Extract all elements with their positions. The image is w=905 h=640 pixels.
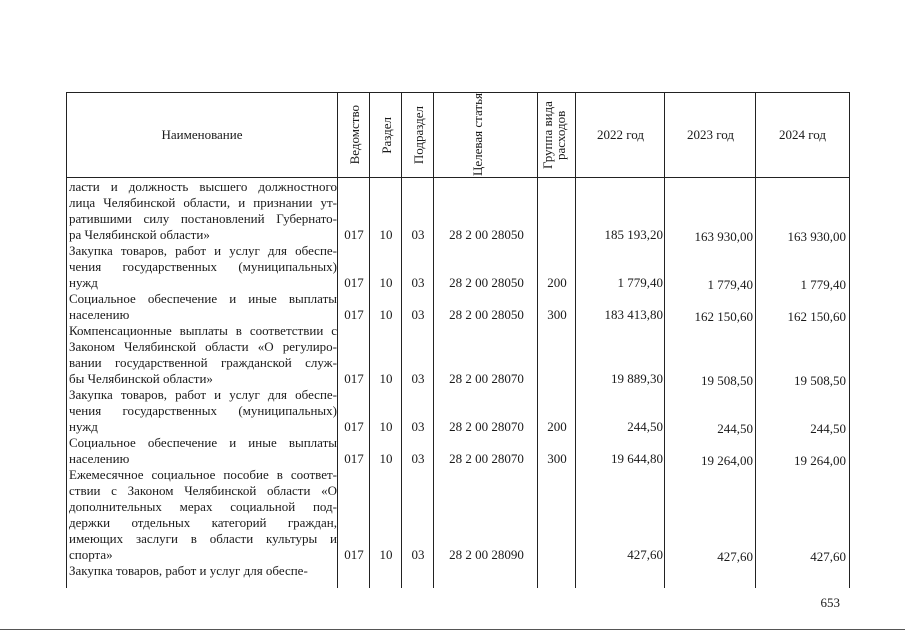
row-name-line: Закупка товаров, работ и услуг для обеспе- [69, 243, 337, 258]
table-row [67, 243, 849, 291]
celevaya-cell: 28 2 00 28070 [449, 451, 524, 466]
row-name-line: нужд [69, 419, 98, 434]
value-2023-cell: 1 779,40 [707, 277, 753, 292]
row-name [69, 435, 337, 467]
value-2024-cell: 19 264,00 [794, 453, 846, 468]
razdel-cell: 10 [379, 371, 393, 386]
table-row [67, 291, 849, 323]
value-2022-cell: 1 779,40 [617, 275, 663, 290]
value-2023-cell: 244,50 [717, 421, 753, 436]
row-name-line: имеющих заслуги в области культуры и [69, 531, 337, 546]
header-podrazdel-text: Подраздел [410, 105, 426, 165]
row-name-line: чения государственных (муниципальных) [69, 259, 337, 274]
header-2023-text: 2023 год [687, 127, 734, 142]
header-vedomstvo [338, 93, 370, 177]
celevaya-cell: 28 2 00 28050 [449, 227, 524, 242]
vedomstvo-cell: 017 [344, 451, 364, 466]
gruppa-cell: 300 [547, 307, 567, 322]
row-name-line: населению [69, 307, 130, 322]
celevaya-cell: 28 2 00 28090 [449, 547, 524, 562]
podrazdel-cell: 03 [411, 275, 425, 290]
value-2024-cell: 1 779,40 [800, 277, 846, 292]
row-name [69, 179, 337, 243]
row-name [69, 291, 337, 323]
row-name-line: ратившими силу постановлений Губернато- [69, 211, 337, 226]
celevaya-cell: 28 2 00 28070 [449, 419, 524, 434]
razdel-cell: 10 [379, 307, 393, 322]
table-row [67, 387, 849, 435]
row-name-line: Социальное обеспечение и иные выплаты [69, 435, 337, 450]
value-2022-cell: 19 644,80 [611, 451, 663, 466]
razdel-cell: 10 [379, 419, 393, 434]
celevaya-cell: 28 2 00 28050 [449, 275, 524, 290]
header-name [67, 93, 337, 177]
value-2022-cell: 185 193,20 [604, 227, 663, 242]
header-razdel [370, 93, 402, 177]
value-2022-cell: 427,60 [627, 547, 663, 562]
row-name-line: населению [69, 451, 130, 466]
value-2023-cell: 427,60 [717, 549, 753, 564]
table-header [67, 93, 849, 178]
row-name-line: ласти и должность высшего должностного [69, 179, 337, 194]
header-celevaya [434, 93, 538, 177]
row-name-line: Закупка товаров, работ и услуг для обеспе- [69, 563, 308, 578]
value-2024-cell: 244,50 [810, 421, 846, 436]
row-name [69, 563, 337, 579]
header-2022-text: 2022 год [597, 127, 644, 142]
podrazdel-cell: 03 [411, 451, 425, 466]
value-2023-cell: 163 930,00 [694, 229, 753, 244]
vedomstvo-cell: 017 [344, 547, 364, 562]
gruppa-cell: 300 [547, 451, 567, 466]
value-2023-cell: 162 150,60 [694, 309, 753, 324]
razdel-cell: 10 [379, 275, 393, 290]
value-2023-cell: 19 264,00 [701, 453, 753, 468]
bottom-rule [0, 629, 905, 630]
table-row [67, 435, 849, 467]
podrazdel-cell: 03 [411, 547, 425, 562]
header-2023 [665, 93, 756, 177]
row-name-line: ствии с Законом Челябинской области «О [69, 483, 337, 498]
razdel-cell: 10 [379, 451, 393, 466]
vedomstvo-cell: 017 [344, 419, 364, 434]
value-2024-cell: 19 508,50 [794, 373, 846, 388]
row-name [69, 243, 337, 291]
header-gruppa-text: Группа вида расходов [540, 101, 568, 169]
celevaya-cell: 28 2 00 28070 [449, 371, 524, 386]
row-name-line: Законом Челябинской области «О регулиро- [69, 339, 337, 354]
budget-table [66, 92, 850, 588]
row-name-line: ра Челябинской области» [69, 227, 210, 242]
row-name-line: нужд [69, 275, 98, 290]
row-name [69, 467, 337, 563]
table-row [67, 323, 849, 387]
row-name-line: держки отдельных категорий граждан, [69, 515, 337, 530]
razdel-cell: 10 [379, 547, 393, 562]
podrazdel-cell: 03 [411, 227, 425, 242]
row-name-line: чения государственных (муниципальных) [69, 403, 337, 418]
header-name-text: Наименование [161, 127, 243, 142]
header-2024 [756, 93, 849, 177]
gruppa-cell: 200 [547, 275, 567, 290]
vedomstvo-cell: 017 [344, 371, 364, 386]
podrazdel-cell: 03 [411, 307, 425, 322]
value-2024-cell: 162 150,60 [787, 309, 846, 324]
table-row [67, 179, 849, 243]
header-2024-text: 2024 год [779, 127, 826, 142]
value-2023-cell: 19 508,50 [701, 373, 753, 388]
razdel-cell: 10 [379, 227, 393, 242]
header-razdel-text: Раздел [378, 116, 394, 154]
podrazdel-cell: 03 [411, 419, 425, 434]
table-row [67, 563, 849, 579]
header-podrazdel [402, 93, 434, 177]
value-2022-cell: 244,50 [627, 419, 663, 434]
row-name-line: Компенсационные выплаты в соответствии с [69, 323, 337, 338]
podrazdel-cell: 03 [411, 371, 425, 386]
vedomstvo-cell: 017 [344, 275, 364, 290]
row-name [69, 323, 337, 387]
celevaya-cell: 28 2 00 28050 [449, 307, 524, 322]
header-vedomstvo-text: Ведомство [346, 105, 362, 165]
table-row [67, 467, 849, 563]
header-gruppa [538, 93, 576, 177]
row-name-line: бы Челябинской области» [69, 371, 213, 386]
row-name-line: спорта» [69, 547, 113, 562]
value-2022-cell: 183 413,80 [604, 307, 663, 322]
page-number: 653 [820, 595, 840, 610]
row-name-line: дополнительных мерах социальной под- [69, 499, 337, 514]
value-2022-cell: 19 889,30 [611, 371, 663, 386]
row-name-line: вании государственной гражданской служ- [69, 355, 337, 370]
row-name-line: Закупка товаров, работ и услуг для обеспе- [69, 387, 337, 402]
value-2024-cell: 427,60 [810, 549, 846, 564]
row-name-line: Ежемесячное социальное пособие в соответ- [69, 467, 337, 482]
row-name-line: Социальное обеспечение и иные выплаты [69, 291, 337, 306]
row-name-line: лица Челябинской области, и признании ут- [69, 195, 337, 210]
value-2024-cell: 163 930,00 [787, 229, 846, 244]
vedomstvo-cell: 017 [344, 307, 364, 322]
vedomstvo-cell: 017 [344, 227, 364, 242]
gruppa-cell: 200 [547, 419, 567, 434]
row-name [69, 387, 337, 435]
header-2022 [576, 93, 665, 177]
header-celevaya-text: Целевая статья [470, 93, 485, 177]
